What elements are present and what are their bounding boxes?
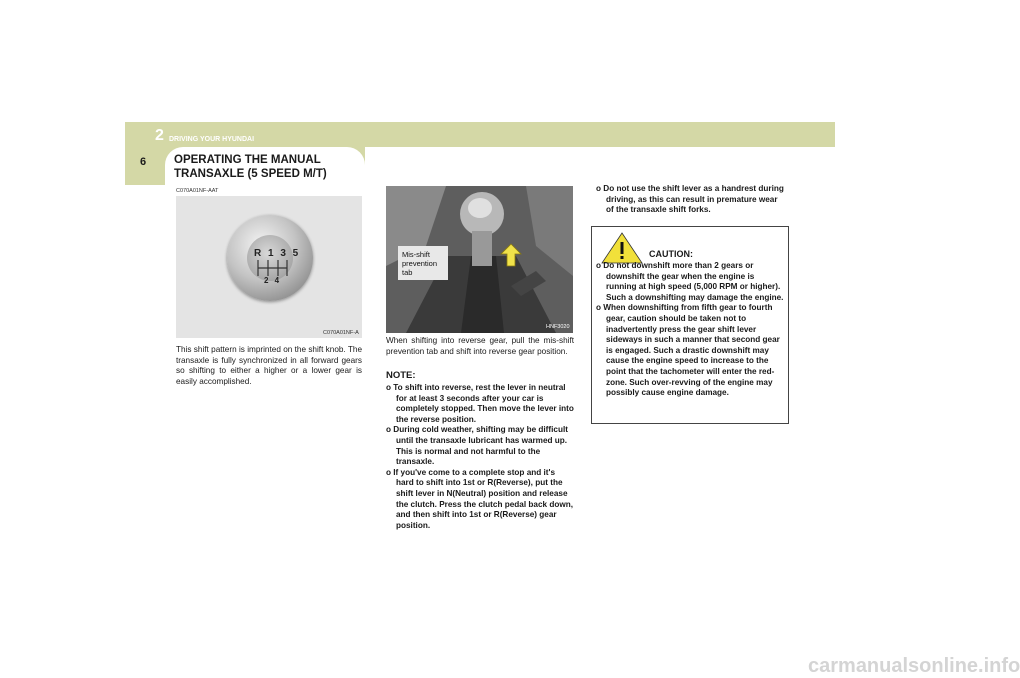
- gear-pattern-top: R 1 3 5: [254, 248, 301, 259]
- handrest-warning: [596, 184, 786, 216]
- chapter-number: 2: [155, 127, 164, 144]
- gear-pattern-bottom: 2 4: [264, 276, 282, 285]
- caution-item-2: o When downshifting from fifth gear to fourth gear, caution should be taken not to inadvertently press the gear shift lever sideways in such a manner that second gear is engaged. Such a drastic downshift may cause the engine speed to increase to the point that the tachometer will enter the red-zone. Such over-revving of the engine may possibly cause engine damage.: [596, 303, 780, 398]
- note-item-2: o During cold weather, shifting may be difficult until the transaxle lubricant has warmed up. This is normal and not harmful to the transaxle.: [386, 425, 568, 467]
- shift-pattern-lines: [254, 258, 290, 278]
- note-list: [386, 383, 574, 531]
- note-item-3: o If you've come to a complete stop and it's hard to shift into 1st or R(Reverse), put the shift lever in N(Neutral) position and release the clutch. Press the clutch pedal back down, and then shift into 1st or R(Reverse) gear position.: [386, 467, 573, 530]
- watermark: carmanualsonline.info: [808, 655, 1020, 677]
- note-item-1: o To shift into reverse, rest the lever in neutral for at least 3 seconds after your car is completely stopped. Then move the lever into the reverse position.: [386, 383, 574, 424]
- callout-line1: Mis-shift: [402, 250, 430, 259]
- up-arrow-icon: [500, 243, 522, 267]
- callout-label: [402, 250, 437, 277]
- caution-list: [596, 261, 784, 399]
- figure2-caption: HNF3020: [546, 324, 570, 330]
- section-code: C070A01NF-AAT: [176, 188, 219, 194]
- figure1-caption: C070A01NF-A: [323, 330, 359, 336]
- caution-title: CAUTION:: [649, 249, 693, 259]
- section-title-line2: TRANSAXLE (5 SPEED M/T): [174, 168, 327, 180]
- section-title: [174, 153, 354, 181]
- callout-line2: prevention: [402, 259, 438, 268]
- chapter-title: DRIVING YOUR HYUNDAI: [169, 136, 255, 143]
- middle-paragraph: When shifting into reverse gear, pull the mis-shift prevention tab and shift into reverse gear position.: [386, 336, 574, 356]
- note-heading: NOTE:: [386, 370, 416, 381]
- header-band: [125, 122, 835, 147]
- caution-item-1: o Do not downshift more than 2 gears or downshift the gear when the engine is running at high speed (5,000 RPM or higher). Such a downshifting may damage the engine.: [596, 261, 784, 302]
- page-number: 6: [140, 156, 147, 168]
- left-paragraph: This shift pattern is imprinted on the shift knob. The transaxle is fully synchronized in all forward gears so shifting to either a higher or a lower gear is easily accomplished.: [176, 345, 362, 386]
- handrest-warning-text: o Do not use the shift lever as a handrest during driving, as this can result in premature wear of the transaxle shift forks.: [596, 184, 784, 215]
- warning-triangle-icon: [600, 231, 644, 265]
- section-title-line1: OPERATING THE MANUAL: [174, 154, 321, 166]
- callout-line3: tab: [402, 268, 413, 277]
